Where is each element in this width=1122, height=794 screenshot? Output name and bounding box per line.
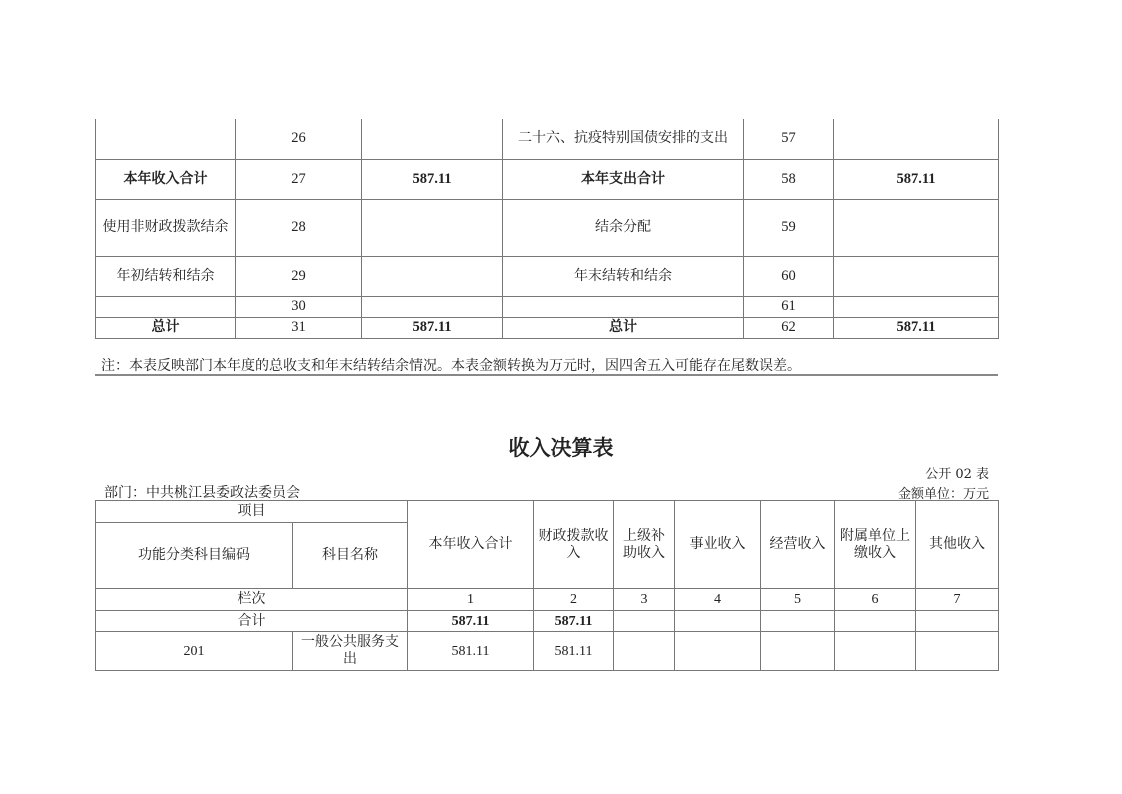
expenditure-item-label	[503, 296, 744, 317]
sum-label: 合计	[96, 611, 408, 632]
row-number: 29	[236, 256, 362, 296]
empty-cell	[614, 632, 675, 671]
empty-cell	[614, 611, 675, 632]
form-number: 公开 02 表	[925, 467, 989, 482]
header-item: 项目	[96, 501, 408, 523]
income-item-label: 总计	[96, 317, 236, 338]
header-business: 事业收入	[675, 501, 761, 589]
expenditure-amount: 587.11	[834, 317, 999, 338]
expenditure-item-label: 本年支出合计	[503, 159, 744, 199]
expenditure-amount: 587.11	[834, 159, 999, 199]
column-number: 3	[614, 589, 675, 611]
empty-cell	[916, 611, 999, 632]
income-statement-table	[95, 500, 999, 671]
sum-row	[96, 611, 999, 632]
sum-fiscal: 587.11	[534, 611, 614, 632]
header-fiscal: 财政拨款收入	[534, 501, 614, 589]
sum-total: 587.11	[408, 611, 534, 632]
income-item-label	[96, 296, 236, 317]
income-amount: 587.11	[362, 317, 503, 338]
row-number: 30	[236, 296, 362, 317]
expenditure-amount	[834, 256, 999, 296]
header-operation: 经营收入	[761, 501, 835, 589]
empty-cell	[675, 611, 761, 632]
expenditure-amount	[834, 199, 999, 256]
row-number: 27	[236, 159, 362, 199]
expenditure-item-label: 结余分配	[503, 199, 744, 256]
column-number: 1	[408, 589, 534, 611]
header-total: 本年收入合计	[408, 501, 534, 589]
column-number: 7	[916, 589, 999, 611]
table-row	[96, 317, 999, 338]
empty-cell	[761, 611, 835, 632]
table-row	[96, 159, 999, 199]
header-code: 功能分类科目编码	[96, 523, 293, 589]
expenditure-amount	[834, 296, 999, 317]
row-number: 59	[744, 199, 834, 256]
table-row	[96, 296, 999, 317]
department-label: 部门：中共桃江县委政法委员会	[104, 485, 300, 501]
empty-cell	[916, 632, 999, 671]
row-number: 58	[744, 159, 834, 199]
table-row	[96, 119, 999, 159]
row-number: 57	[744, 119, 834, 159]
amount-unit-label: 金额单位：万元	[897, 487, 989, 502]
row-number: 60	[744, 256, 834, 296]
row-number: 62	[744, 317, 834, 338]
subject-name: 一般公共服务支出	[293, 632, 408, 671]
expenditure-item-label: 年末结转和结余	[503, 256, 744, 296]
table-note: 注：本表反映部门本年度的总收支和年末结转结余情况。本表金额转换为万元时，因四舍五入可能存在尾数误差。	[95, 356, 998, 376]
income-item-label: 本年收入合计	[96, 159, 236, 199]
table-row	[96, 632, 999, 671]
column-label: 栏次	[96, 589, 408, 611]
table-row	[96, 256, 999, 296]
expenditure-item-label: 二十六、抗疫特别国债安排的支出	[503, 119, 744, 159]
header-subsidy: 上级补助收入	[614, 501, 675, 589]
header-row	[96, 501, 999, 523]
header-other: 其他收入	[916, 501, 999, 589]
table-row	[96, 199, 999, 256]
column-number: 6	[835, 589, 916, 611]
income-amount	[362, 119, 503, 159]
row-number: 61	[744, 296, 834, 317]
subject-code: 201	[96, 632, 293, 671]
header-name: 科目名称	[293, 523, 408, 589]
empty-cell	[835, 611, 916, 632]
income-amount	[362, 296, 503, 317]
column-number: 2	[534, 589, 614, 611]
income-item-label: 年初结转和结余	[96, 256, 236, 296]
row-number: 26	[236, 119, 362, 159]
income-total: 581.11	[408, 632, 534, 671]
income-expenditure-summary-table	[95, 119, 999, 339]
column-number: 5	[761, 589, 835, 611]
empty-cell	[675, 632, 761, 671]
header-affiliate: 附属单位上缴收入	[835, 501, 916, 589]
income-amount: 587.11	[362, 159, 503, 199]
income-amount	[362, 256, 503, 296]
empty-cell	[835, 632, 916, 671]
empty-cell	[761, 632, 835, 671]
income-item-label	[96, 119, 236, 159]
income-amount	[362, 199, 503, 256]
expenditure-amount	[834, 119, 999, 159]
fiscal-income: 581.11	[534, 632, 614, 671]
expenditure-item-label: 总计	[503, 317, 744, 338]
column-number: 4	[675, 589, 761, 611]
page-title: 收入决算表	[508, 436, 614, 460]
row-number: 31	[236, 317, 362, 338]
income-item-label: 使用非财政拨款结余	[96, 199, 236, 256]
column-number-row	[96, 589, 999, 611]
row-number: 28	[236, 199, 362, 256]
